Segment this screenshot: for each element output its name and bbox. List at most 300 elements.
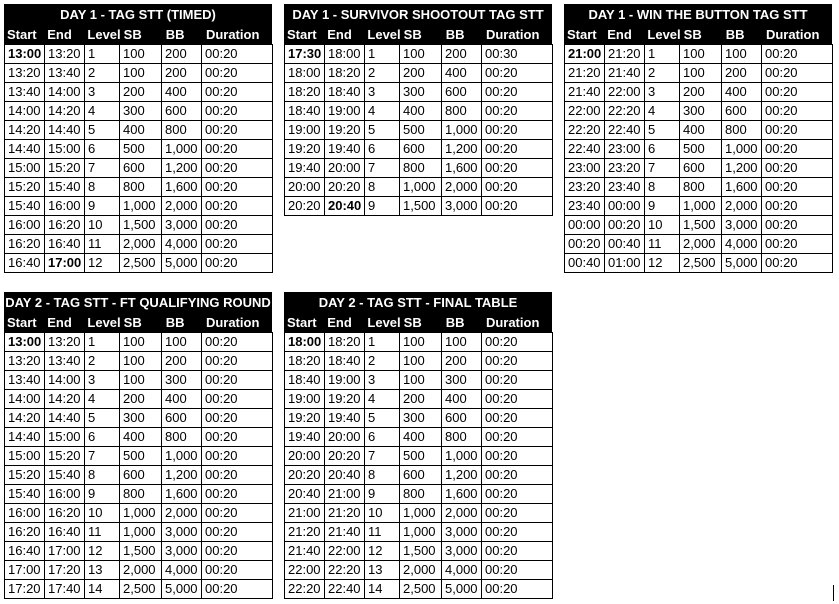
table-row: [5, 197, 273, 216]
table-row: [5, 254, 273, 273]
table-cell: 1,000: [120, 523, 162, 542]
table-cell: 6: [365, 428, 400, 447]
table-row: [5, 466, 273, 485]
table-cell: 1: [645, 45, 680, 64]
table-cell: 4,000: [162, 561, 202, 580]
column-header: SB: [403, 315, 422, 330]
table-cell: 5,000: [722, 254, 762, 273]
table-cell: 8: [645, 178, 680, 197]
table-cell: 21:20: [325, 504, 365, 523]
table-cell: 2,000: [722, 197, 762, 216]
table-title: DAY 1 - SURVIVOR SHOOTOUT TAG STT: [284, 4, 552, 25]
table-cell: 00:20: [482, 121, 553, 140]
table-cell: 16:40: [5, 254, 45, 273]
table-cell: 00:00: [605, 197, 645, 216]
table-row: [565, 235, 833, 254]
table-cell: 3: [365, 371, 400, 390]
table-cell: 20:40: [325, 197, 365, 216]
table-cell: 20:00: [285, 178, 325, 197]
table-cell: 00:20: [762, 159, 833, 178]
table-cell: 2,500: [120, 580, 162, 599]
table-cell: 1,600: [162, 178, 202, 197]
table-cell: 22:40: [605, 121, 645, 140]
table-cell: 600: [120, 466, 162, 485]
table-cell: 14:40: [5, 140, 45, 159]
table-cell: 400: [442, 390, 482, 409]
table-row: [285, 523, 553, 542]
column-header: Duration: [485, 315, 540, 330]
table-cell: 00:20: [482, 102, 553, 121]
table-cell: 14:00: [5, 390, 45, 409]
table-cell: 00:20: [762, 140, 833, 159]
column-header: Level: [87, 315, 121, 330]
column-header: Level: [367, 27, 401, 42]
table-cell: 3,000: [162, 216, 202, 235]
table-cell: 15:20: [5, 178, 45, 197]
table-cell: 00:20: [482, 523, 553, 542]
table-cell: 100: [442, 333, 482, 352]
table-cell: 4: [85, 390, 120, 409]
table-row: [5, 485, 273, 504]
table-cell: 7: [645, 159, 680, 178]
table-cell: 00:20: [202, 140, 273, 159]
table-cell: 9: [645, 197, 680, 216]
table-row: [285, 159, 553, 178]
column-header: SB: [683, 27, 702, 42]
table-cell: 10: [85, 504, 120, 523]
table-cell: 1,000: [442, 447, 482, 466]
table-cell: 22:40: [565, 140, 605, 159]
table-cell: 00:20: [482, 504, 553, 523]
table-cell: 17:30: [285, 45, 325, 64]
table-cell: 6: [85, 428, 120, 447]
table-cell: 2: [85, 64, 120, 83]
table-cell: 14:00: [45, 83, 85, 102]
table-cell: 17:00: [45, 542, 85, 561]
table-cell: 2: [645, 64, 680, 83]
table-cell: 600: [400, 140, 442, 159]
table-cell: 1,200: [722, 159, 762, 178]
table-cell: 18:40: [325, 352, 365, 371]
table-cell: 500: [120, 140, 162, 159]
table-cell: 20:00: [285, 447, 325, 466]
table-cell: 20:40: [285, 485, 325, 504]
table-cell: 1,200: [162, 466, 202, 485]
column-header: End: [47, 315, 72, 330]
table-cell: 22:40: [325, 580, 365, 599]
table-cell: 300: [680, 102, 722, 121]
table-cell: 600: [722, 102, 762, 121]
table-cell: 00:20: [202, 64, 273, 83]
table-cell: 00:20: [762, 64, 833, 83]
table-row: [5, 561, 273, 580]
table-cell: 16:20: [5, 523, 45, 542]
table-cell: 22:20: [325, 561, 365, 580]
table-cell: 21:00: [565, 45, 605, 64]
table-cell: 1,200: [442, 466, 482, 485]
table-cell: 1,600: [722, 178, 762, 197]
table-cell: 1,500: [400, 542, 442, 561]
table-cell: 2: [85, 352, 120, 371]
column-header: Duration: [485, 27, 540, 42]
table-cell: 800: [442, 102, 482, 121]
table-row: [285, 466, 553, 485]
table-cell: 4: [365, 390, 400, 409]
table-cell: 13: [85, 561, 120, 580]
table-cell: 00:20: [202, 542, 273, 561]
table-cell: 19:00: [325, 371, 365, 390]
table-cell: 800: [120, 485, 162, 504]
table-cell: 3: [85, 83, 120, 102]
table-cell: 22:20: [565, 121, 605, 140]
table-cell: 3: [85, 371, 120, 390]
table-cell: 00:20: [762, 102, 833, 121]
table-row: [565, 102, 833, 121]
table-day1-survivor-shootout: [284, 4, 552, 216]
table-title: DAY 1 - WIN THE BUTTON TAG STT: [564, 4, 832, 25]
table-cell: 00:20: [762, 45, 833, 64]
table-cell: 11: [365, 523, 400, 542]
column-header: Duration: [205, 27, 260, 42]
table-cell: 00:20: [482, 466, 553, 485]
table-row: [285, 45, 553, 64]
table-row: [5, 216, 273, 235]
table-cell: 6: [365, 140, 400, 159]
table-row: [5, 178, 273, 197]
table-row: [565, 83, 833, 102]
table-cell: 18:40: [325, 83, 365, 102]
table-cell: 2,000: [680, 235, 722, 254]
table-cell: 1,500: [400, 197, 442, 216]
table-cell: 22:00: [325, 542, 365, 561]
table-cell: 23:40: [565, 197, 605, 216]
table-title: DAY 2 - TAG STT - FINAL TABLE: [284, 292, 552, 313]
table-cell: 00:20: [202, 485, 273, 504]
table-row: [285, 121, 553, 140]
table-cell: 200: [120, 83, 162, 102]
table-cell: 300: [120, 409, 162, 428]
table-cell: 12: [85, 542, 120, 561]
table-row: [565, 254, 833, 273]
table-row: [5, 523, 273, 542]
table-cell: 00:20: [605, 216, 645, 235]
table-cell: 6: [85, 140, 120, 159]
table-cell: 22:00: [565, 102, 605, 121]
table-row: [285, 580, 553, 599]
table-cell: 16:00: [45, 485, 85, 504]
schedule-table: [284, 44, 553, 216]
table-row: [285, 197, 553, 216]
table-cell: 00:20: [202, 235, 273, 254]
table-row: [5, 352, 273, 371]
table-cell: 16:00: [5, 504, 45, 523]
table-cell: 3,000: [162, 542, 202, 561]
table-cell: 16:40: [45, 523, 85, 542]
table-cell: 23:20: [605, 159, 645, 178]
table-cell: 11: [85, 523, 120, 542]
table-cell: 500: [120, 447, 162, 466]
table-cell: 400: [162, 83, 202, 102]
column-header: End: [47, 27, 72, 42]
table-cell: 00:20: [202, 121, 273, 140]
table-cell: 5: [645, 121, 680, 140]
table-row: [285, 542, 553, 561]
table-cell: 1,500: [120, 216, 162, 235]
column-header: BB: [165, 27, 185, 42]
column-header: Start: [287, 315, 317, 330]
table-cell: 100: [120, 352, 162, 371]
table-cell: 19:00: [285, 390, 325, 409]
table-row: [285, 447, 553, 466]
table-cell: 15:00: [5, 447, 45, 466]
table-header-row: [284, 25, 552, 44]
column-header: SB: [403, 27, 422, 42]
table-cell: 13: [365, 561, 400, 580]
table-cell: 4,000: [162, 235, 202, 254]
table-cell: 16:00: [5, 216, 45, 235]
table-cell: 00:20: [762, 254, 833, 273]
table-cell: 15:40: [45, 178, 85, 197]
table-cell: 400: [400, 102, 442, 121]
table-row: [285, 409, 553, 428]
table-cell: 15:40: [45, 466, 85, 485]
table-cell: 00:20: [482, 447, 553, 466]
table-cell: 500: [400, 447, 442, 466]
table-row: [5, 235, 273, 254]
table-cell: 23:40: [605, 178, 645, 197]
table-cell: 14: [365, 580, 400, 599]
table-header-row: [4, 25, 272, 44]
table-row: [565, 216, 833, 235]
table-cell: 14:40: [45, 409, 85, 428]
table-cell: 200: [442, 352, 482, 371]
table-row: [5, 409, 273, 428]
table-cell: 13:20: [45, 333, 85, 352]
table-cell: 600: [162, 102, 202, 121]
column-header: Level: [647, 27, 681, 42]
table-cell: 13:00: [5, 45, 45, 64]
table-cell: 00:40: [565, 254, 605, 273]
table-day2-final-table: [284, 292, 552, 599]
schedule-table: [4, 332, 273, 599]
table-cell: 2,000: [162, 504, 202, 523]
table-cell: 21:00: [325, 485, 365, 504]
table-cell: 200: [162, 45, 202, 64]
table-cell: 600: [400, 466, 442, 485]
table-cell: 600: [120, 159, 162, 178]
table-row: [285, 178, 553, 197]
table-cell: 1,000: [400, 178, 442, 197]
table-cell: 15:40: [5, 197, 45, 216]
table-cell: 20:20: [325, 447, 365, 466]
table-row: [565, 159, 833, 178]
table-cell: 18:20: [285, 83, 325, 102]
table-cell: 22:00: [605, 83, 645, 102]
table-cell: 00:20: [482, 542, 553, 561]
schedule-table: [564, 44, 833, 273]
table-cell: 19:20: [325, 390, 365, 409]
table-cell: 20:00: [325, 428, 365, 447]
table-cell: 1,600: [442, 159, 482, 178]
table-cell: 2,000: [442, 178, 482, 197]
table-cell: 15:00: [45, 140, 85, 159]
table-row: [285, 371, 553, 390]
table-cell: 14:00: [45, 371, 85, 390]
table-cell: 18:40: [285, 371, 325, 390]
table-cell: 21:40: [565, 83, 605, 102]
table-cell: 00:20: [202, 580, 273, 599]
table-cell: 100: [400, 371, 442, 390]
table-cell: 00:20: [202, 83, 273, 102]
table-cell: 3,000: [722, 216, 762, 235]
table-cell: 00:20: [482, 197, 553, 216]
table-cell: 15:00: [45, 428, 85, 447]
table-cell: 300: [442, 371, 482, 390]
text-cursor: [833, 585, 834, 601]
table-row: [5, 121, 273, 140]
table-cell: 3,000: [162, 523, 202, 542]
table-cell: 00:30: [482, 45, 553, 64]
table-cell: 00:20: [202, 447, 273, 466]
table-cell: 7: [365, 447, 400, 466]
table-row: [285, 504, 553, 523]
table-cell: 21:40: [605, 64, 645, 83]
table-cell: 7: [85, 159, 120, 178]
table-cell: 00:20: [482, 159, 553, 178]
table-cell: 600: [680, 159, 722, 178]
table-cell: 00:20: [482, 64, 553, 83]
table-cell: 3,000: [442, 542, 482, 561]
table-cell: 1: [85, 333, 120, 352]
table-cell: 00:20: [202, 102, 273, 121]
table-cell: 14: [85, 580, 120, 599]
table-cell: 14:20: [5, 121, 45, 140]
table-header-row: [284, 313, 552, 332]
table-cell: 00:20: [762, 121, 833, 140]
table-cell: 00:20: [202, 178, 273, 197]
table-cell: 13:40: [45, 64, 85, 83]
table-row: [5, 159, 273, 178]
table-row: [5, 504, 273, 523]
table-cell: 500: [400, 121, 442, 140]
table-row: [5, 102, 273, 121]
table-cell: 10: [365, 504, 400, 523]
table-cell: 100: [120, 64, 162, 83]
table-cell: 22:00: [285, 561, 325, 580]
table-row: [5, 542, 273, 561]
column-header: Level: [87, 27, 121, 42]
table-cell: 13:40: [45, 352, 85, 371]
table-row: [285, 485, 553, 504]
table-cell: 17:00: [5, 561, 45, 580]
table-cell: 23:20: [565, 178, 605, 197]
table-cell: 18:40: [285, 102, 325, 121]
column-header: BB: [165, 315, 185, 330]
table-cell: 00:20: [762, 178, 833, 197]
table-cell: 5: [365, 121, 400, 140]
table-cell: 4,000: [442, 561, 482, 580]
column-header: Start: [567, 27, 597, 42]
table-cell: 00:20: [482, 409, 553, 428]
column-header: SB: [123, 315, 142, 330]
table-cell: 00:20: [202, 523, 273, 542]
table-cell: 00:20: [202, 159, 273, 178]
table-cell: 1,600: [162, 485, 202, 504]
table-cell: 800: [442, 428, 482, 447]
table-cell: 16:40: [45, 235, 85, 254]
table-cell: 8: [85, 466, 120, 485]
table-cell: 100: [722, 45, 762, 64]
table-cell: 21:40: [285, 542, 325, 561]
table-title: DAY 2 - TAG STT - FT QUALIFYING ROUND: [4, 292, 272, 313]
column-header: Start: [7, 27, 37, 42]
table-cell: 10: [645, 216, 680, 235]
table-cell: 19:20: [285, 409, 325, 428]
table-cell: 800: [400, 159, 442, 178]
table-cell: 2,000: [162, 197, 202, 216]
table-cell: 3: [365, 83, 400, 102]
table-row: [565, 121, 833, 140]
table-cell: 00:20: [202, 197, 273, 216]
table-cell: 00:20: [202, 216, 273, 235]
table-cell: 13:00: [5, 333, 45, 352]
table-row: [285, 390, 553, 409]
table-cell: 300: [120, 102, 162, 121]
table-cell: 400: [680, 121, 722, 140]
table-cell: 400: [722, 83, 762, 102]
table-cell: 15:00: [5, 159, 45, 178]
table-cell: 14:20: [45, 102, 85, 121]
table-cell: 8: [365, 178, 400, 197]
table-cell: 00:20: [202, 352, 273, 371]
column-header: Start: [7, 315, 37, 330]
table-cell: 600: [442, 409, 482, 428]
table-cell: 600: [162, 409, 202, 428]
table-cell: 00:20: [202, 390, 273, 409]
table-cell: 5: [85, 409, 120, 428]
table-cell: 00:20: [202, 333, 273, 352]
table-cell: 1,000: [162, 447, 202, 466]
table-cell: 15:20: [5, 466, 45, 485]
table-cell: 5,000: [162, 254, 202, 273]
table-cell: 18:20: [325, 64, 365, 83]
table-row: [565, 45, 833, 64]
table-row: [565, 197, 833, 216]
table-cell: 00:20: [482, 140, 553, 159]
table-cell: 5: [85, 121, 120, 140]
table-cell: 17:00: [45, 254, 85, 273]
table-cell: 7: [85, 447, 120, 466]
table-cell: 200: [120, 390, 162, 409]
table-row: [565, 64, 833, 83]
table-cell: 11: [85, 235, 120, 254]
table-cell: 300: [400, 409, 442, 428]
table-cell: 00:20: [482, 561, 553, 580]
column-header: BB: [725, 27, 745, 42]
table-cell: 4: [85, 102, 120, 121]
table-cell: 4: [645, 102, 680, 121]
table-cell: 16:00: [45, 197, 85, 216]
table-cell: 20:20: [325, 178, 365, 197]
table-cell: 4,000: [722, 235, 762, 254]
column-header: End: [327, 315, 352, 330]
table-day1-win-the-button: [564, 4, 832, 273]
table-cell: 19:20: [325, 121, 365, 140]
table-cell: 20:40: [325, 466, 365, 485]
table-cell: 100: [400, 45, 442, 64]
table-cell: 100: [120, 371, 162, 390]
column-header: Duration: [205, 315, 260, 330]
